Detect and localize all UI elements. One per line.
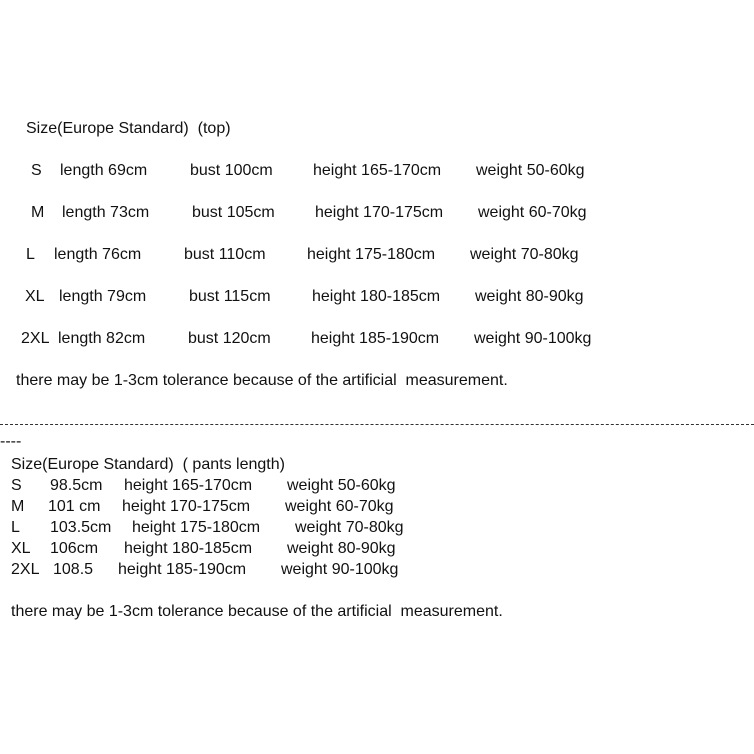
top-row-bust: bust 105cm bbox=[192, 204, 275, 221]
pants-row-size: L bbox=[11, 519, 20, 536]
pants-row-length: 101 cm bbox=[48, 498, 101, 515]
top-row-size: XL bbox=[25, 288, 45, 305]
pants-row-weight: weight 80-90kg bbox=[287, 540, 396, 557]
section-divider bbox=[0, 424, 754, 425]
pants-section-title: Size(Europe Standard) ( pants length) bbox=[11, 456, 285, 473]
pants-row-weight: weight 50-60kg bbox=[287, 477, 396, 494]
pants-row-size: S bbox=[11, 477, 22, 494]
pants-row-height: height 185-190cm bbox=[118, 561, 247, 578]
top-section-title: Size(Europe Standard) (top) bbox=[26, 120, 231, 137]
pants-row-length: 98.5cm bbox=[50, 477, 103, 494]
top-row-weight: weight 70-80kg bbox=[470, 246, 579, 263]
top-row-length: length 82cm bbox=[58, 330, 146, 347]
top-row-height: height 185-190cm bbox=[311, 330, 440, 347]
pants-row-weight: weight 70-80kg bbox=[295, 519, 404, 536]
top-row-bust: bust 120cm bbox=[188, 330, 271, 347]
pants-row-height: height 180-185cm bbox=[124, 540, 253, 557]
top-row-size: L bbox=[26, 246, 35, 263]
top-row-length: length 73cm bbox=[62, 204, 150, 221]
pants-row-size: XL bbox=[11, 540, 31, 557]
top-row-bust: bust 100cm bbox=[190, 162, 273, 179]
top-row-weight: weight 50-60kg bbox=[476, 162, 585, 179]
top-tolerance-note: there may be 1-3cm tolerance because of the artificial measurement. bbox=[16, 372, 508, 389]
pants-row-height: height 175-180cm bbox=[132, 519, 261, 536]
top-row-size: M bbox=[31, 204, 45, 221]
top-row-length: length 76cm bbox=[54, 246, 142, 263]
top-row-bust: bust 115cm bbox=[189, 288, 271, 305]
pants-tolerance-note: there may be 1-3cm tolerance because of the artificial measurement. bbox=[11, 603, 503, 620]
pants-row-height: height 165-170cm bbox=[124, 477, 253, 494]
pants-row-length: 103.5cm bbox=[50, 519, 112, 536]
pants-row-size: 2XL bbox=[11, 561, 40, 578]
divider-trailing-dashes: ---- bbox=[0, 433, 22, 450]
top-row-size: S bbox=[31, 162, 42, 179]
pants-row-size: M bbox=[11, 498, 25, 515]
pants-row-length: 106cm bbox=[50, 540, 99, 557]
top-row-length: length 79cm bbox=[59, 288, 147, 305]
top-row-height: height 165-170cm bbox=[313, 162, 442, 179]
top-row-height: height 180-185cm bbox=[312, 288, 441, 305]
top-row-weight: weight 90-100kg bbox=[474, 330, 592, 347]
top-row-length: length 69cm bbox=[60, 162, 148, 179]
top-row-size: 2XL bbox=[21, 330, 50, 347]
top-row-bust: bust 110cm bbox=[184, 246, 266, 263]
pants-row-weight: weight 90-100kg bbox=[281, 561, 399, 578]
pants-row-length: 108.5 bbox=[53, 561, 94, 578]
top-row-weight: weight 60-70kg bbox=[478, 204, 587, 221]
top-row-height: height 170-175cm bbox=[315, 204, 444, 221]
top-row-height: height 175-180cm bbox=[307, 246, 436, 263]
pants-row-height: height 170-175cm bbox=[122, 498, 251, 515]
pants-row-weight: weight 60-70kg bbox=[285, 498, 394, 515]
top-row-weight: weight 80-90kg bbox=[475, 288, 584, 305]
